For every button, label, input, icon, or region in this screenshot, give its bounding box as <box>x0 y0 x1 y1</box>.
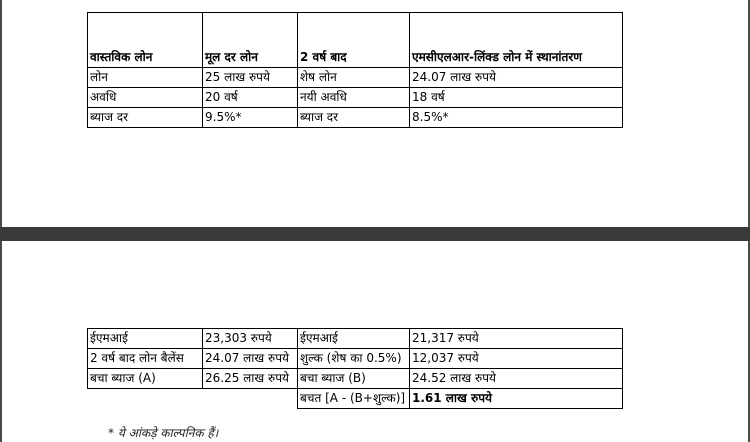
table-row <box>88 108 623 128</box>
table-row <box>88 68 623 88</box>
table-cell: 9.5%* <box>203 108 298 128</box>
table-row <box>88 369 623 389</box>
page-left-edge <box>0 0 2 442</box>
table-cell: 25 लाख रुपये <box>203 68 298 88</box>
header-cell: 2 वर्ष बाद <box>298 13 410 68</box>
table-cell: अवधि <box>88 88 203 108</box>
table-cell: नयी अवधि <box>298 88 410 108</box>
empty-cell <box>203 389 298 409</box>
table-row <box>88 349 623 369</box>
table-cell: ईएमआई <box>88 329 203 349</box>
table-row <box>88 88 623 108</box>
header-cell: वास्तविक लोन <box>88 13 203 68</box>
table-cell: ईएमआई <box>298 329 410 349</box>
savings-value: 1.61 लाख रुपये <box>410 389 623 409</box>
table-cell: 18 वर्ष <box>410 88 623 108</box>
table-cell: 2 वर्ष बाद लोन बैलेंस <box>88 349 203 369</box>
emi-savings-table <box>87 328 623 409</box>
table-cell: बचा ब्याज (A) <box>88 369 203 389</box>
table-cell: 12,037 रुपये <box>410 349 623 369</box>
table-cell: 20 वर्ष <box>203 88 298 108</box>
header-cell: एमसीएलआर-लिंक्ड लोन में स्थानांतरण <box>410 13 623 68</box>
header-cell: मूल दर लोन <box>203 13 298 68</box>
table-header-row <box>88 13 623 68</box>
table-row <box>88 329 623 349</box>
loan-comparison-table <box>87 12 623 128</box>
empty-cell <box>88 389 203 409</box>
table-cell: ब्याज दर <box>88 108 203 128</box>
table-cell: लोन <box>88 68 203 88</box>
table-cell: शेष लोन <box>298 68 410 88</box>
savings-label: बचत [A - (B+शुल्क)] <box>298 389 410 409</box>
table-cell: 24.07 लाख रुपये <box>410 68 623 88</box>
footnote: * ये आंकड़े काल्पनिक हैं। <box>108 426 219 440</box>
table-cell: 23,303 रुपये <box>203 329 298 349</box>
table-cell: 24.52 लाख रुपये <box>410 369 623 389</box>
savings-row <box>88 389 623 409</box>
table-cell: शुल्क (शेष का 0.5%) <box>298 349 410 369</box>
table-cell: 21,317 रुपये <box>410 329 623 349</box>
table-cell: बचा ब्याज (B) <box>298 369 410 389</box>
table-cell: 26.25 लाख रुपये <box>203 369 298 389</box>
page-separator <box>0 227 750 241</box>
table-cell: ब्याज दर <box>298 108 410 128</box>
table-cell: 24.07 लाख रुपये <box>203 349 298 369</box>
table-cell: 8.5%* <box>410 108 623 128</box>
